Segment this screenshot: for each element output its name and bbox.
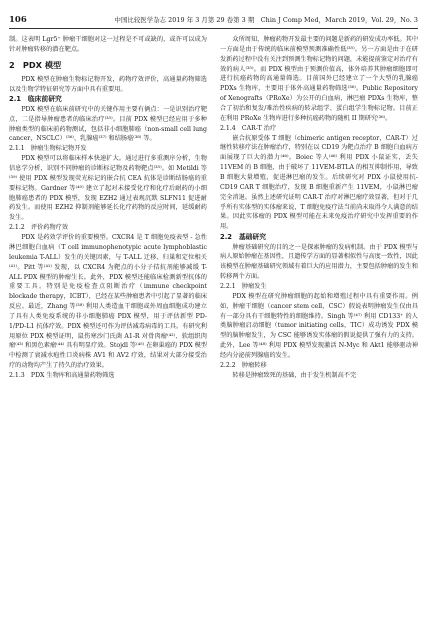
section-heading-2-1-3: 2.1.3 PDX 生物库和高通量药物筛选 xyxy=(9,371,115,379)
paragraph: 转移是肿瘤致死的基础，由于发生机制高不完 xyxy=(232,371,357,379)
page-number: 106 xyxy=(9,14,27,25)
paragraph: PDX 是药效学评价的重要模型。CXCR4 是 T 细胞免疫表型 - 急性淋巴细胞白血病（T cell immunophenotypic acute lymphoblastic leukemia T-ALL）发生的关键因素，与 T-ALL 迁移、归巢和定位相关⁽⁴¹⁾。Pitt 等⁽⁴¹⁾ 发现，以 CXCR4 为靶点的小分子拮抗剂能够减缓 T-ALL PDX 模型的肿瘤生长。此外，PDX 模型还能临床检测新型抗体的重要工具。特别是免疫检查点阻断治疗（immune checkpoint blockade therapy，ICBT），已经在某些肿瘤患者中引起了显著的临床反应。最近，Zhang 等⁽³⁸⁾ 利用人类造血干细胞或外周血细胞成功建立了具有人类免疫系统的非小细胞肺癌 PDX 模型，用于评估新型 PD-1/PD-L1 抗体疗效。PDX 模型还可作为评估减毒病毒的工具。有研究利用原位 PDX 模型证明，鼠伤寒沙门氏菌 A1-R 对骨肉瘤⁽⁴²⁾、软组织肉瘤⁽⁴³⁾ 和黑色素瘤⁽⁴⁴⁾ 具有明显疗效。Stojdl 等⁽⁴⁵⁾ 在卵巢癌的 PDX 模型中检测了衰减水疱性口炎病株 AV1 和 AV2 疗效，结果对大部分接受治疗的动物均产生了持久的治疗效果。 xyxy=(9,234,207,370)
section-heading-2-2: 2.2 基础研究 xyxy=(220,233,267,242)
paragraph: PDX 模型在肿瘤生物标记物开发，药物疗效评价，高通量药物筛选以及生物学特征研究等方面中具有重要用。 xyxy=(9,75,207,93)
paragraph: 肿瘤基础研究的目的之一是探索肿瘤的发病机制。由于 PDX 模型与病人原始肿瘤在基因性，且遗传学方面的显著相似性与高度一致性，因此该模型在肿瘤基础研究领域有着巨大的应用潜力，主要包括肿瘤的发生和转移两个方面。 xyxy=(220,243,418,281)
paragraph: PDX 模型在研究肿瘤细胞的起始和增殖过程中具有重要作用。例如，肿瘤干细胞（cancer stem cell，CSC）假说表明肿瘤发生仅由具有一部分具有干细胞特性的细胞维持。Singh 等⁽⁴⁷⁾ 利用 CD133⁺ 的人类脑肿瘤启动细胞（tumor initiating cells，TIC）成功诱发 PDX 模型的脑肿瘤发生，为 CSC 能够诱发实体瘤的假说提供了强有力的支持。此外，Lee 等⁽⁴⁸⁾ 利用 PDX 模型发现激活 N-Myc 和 Akt1 能够驱动神经内分泌前列腺癌的发生。 xyxy=(220,292,418,359)
right-column xyxy=(220,35,418,381)
page-header xyxy=(9,8,418,29)
section-heading-2-1-4: 2.1.4 CAR-T 治疗 xyxy=(220,124,277,132)
section-heading-2-1-2: 2.1.2 评价药物疗效 xyxy=(9,224,69,232)
paragraph: 嵌合抗原受体 T 细胞（chimeric antigen receptor，CAR-T）过继性转移疗法在肿瘤治疗，特别在以 CD19 为靶点治疗 B 细胞白血病方面展现了巨大的潜力⁽⁴⁶⁾。Boiec 等人⁽⁴⁶⁾ 利用 PDX 小鼠证实，丢失 11VEM 的 B 细胞，由于破坏了 11VEM-BTLA 的相互抑制作用，导致 B 细胞大量增殖，促进淋巴瘤的发生。后续研究对 PDX 小鼠使用抗-CD19 CAR T 细胞治疗，发现 B 细胞重新产生 11VEM，小鼠淋巴瘤完全消退。虽然上述研究证明 CAR-T 治疗对淋巴瘤疗效显著，但对于几乎所有实体型的实体瘤来说，T 细胞免疫疗法当前尚未取得令人满意的结果。因此实体瘤的 PDX 模型可能在未来免疫治疗研究中发挥重要的作用。 xyxy=(220,134,418,231)
paragraph: PDX 模型在临床前研究中的关键作用主要有俩点：一是识别治疗靶点，二是指导肿瘤患者的临床治疗⁽³⁵⁾。目前 PDX 模型已经应用于多种肿瘤类型的临床前药物测试，包括非小细胞肺癌（non-small cell lung cancer，NSCLC）⁽³⁶⁾、乳腺癌⁽³⁷⁾ 和结肠癌⁽³⁸⁾ 等。 xyxy=(9,105,207,143)
section-heading-2-1-1: 2.1.1 肿瘤生物标记物开发 xyxy=(9,145,87,153)
left-column xyxy=(9,35,207,381)
paragraph: 众所周知，肿瘤药物开发最主要的问题是新药的研发成功率低。其中一方面是由于传统的临床前模型预测准确性低⁽³⁵⁾。另一方面是由于在研发新药过程中没有关注到预测生物标记物的问题，未能提前鉴定对治疗有效的病人⁽³⁵⁾。而 PDX 模型由于预测价值高，体外培养其肿瘤细胞即可进行抗癌药物的高通量筛选。目前国外已经建立了一个大型的乳腺癌 PDXs 生物库，主要用于体外高通量药物筛选⁽³⁶⁾。Public Repository of Xenografts（PRoXe）为公开的白血病，淋巴瘤 PDXs 生物库，整合了初治和复发/难治性疾病的转录组学、蛋白组学生物标记物。目前正在利用 PRoXe 生物库进行多种抗癌药物的随机 II 期研究⁽³⁶⁾。 xyxy=(220,36,419,122)
section-heading-2-2-2: 2.2.2 肿瘤转移 xyxy=(220,361,267,369)
journal-citation: 中国比较医学杂志 2019 年 3 月第 29 卷第 3 期 Chin J Comp Med，March 2019，Vol. 29，No. 3 xyxy=(114,15,418,24)
section-heading-2-1: 2.1 临床前研究 xyxy=(9,95,62,104)
section-heading-2-2-1: 2.2.1 肿瘤发生 xyxy=(220,282,267,290)
paragraph: 制。这表明 Lgr5⁺ 肿瘤干细胞对这一过程是不可或缺的，或许可以成为针对肿瘤转移的潜在靶点。 xyxy=(9,36,207,53)
section-heading-pdx: 2 PDX 模型 xyxy=(9,59,62,70)
paragraph: PDX 模型可以将临床样本快速扩大。通过进行多重测序分析，生物信息学分析，识别不同肿瘤的诊断标记物及药物靶点⁽³⁵⁾。如 Metildi 等⁽³⁹⁾ 使用 PDX 模型发现荧光标记的嵌合抗 CEA 抗体是诊断结肠癌的重要标记物。Gardner 等⁽⁴⁰⁾ 建立了起对未接受化疗和化疗后耐药的小细胞肺癌患者的 PDX 模型，发现 EZH2 通过表观沉默 SLFN11 促进耐药发生。而使用 EZH2 抑制剂能够延长化疗药物的反应时间，延缓耐药发生。 xyxy=(9,155,207,222)
